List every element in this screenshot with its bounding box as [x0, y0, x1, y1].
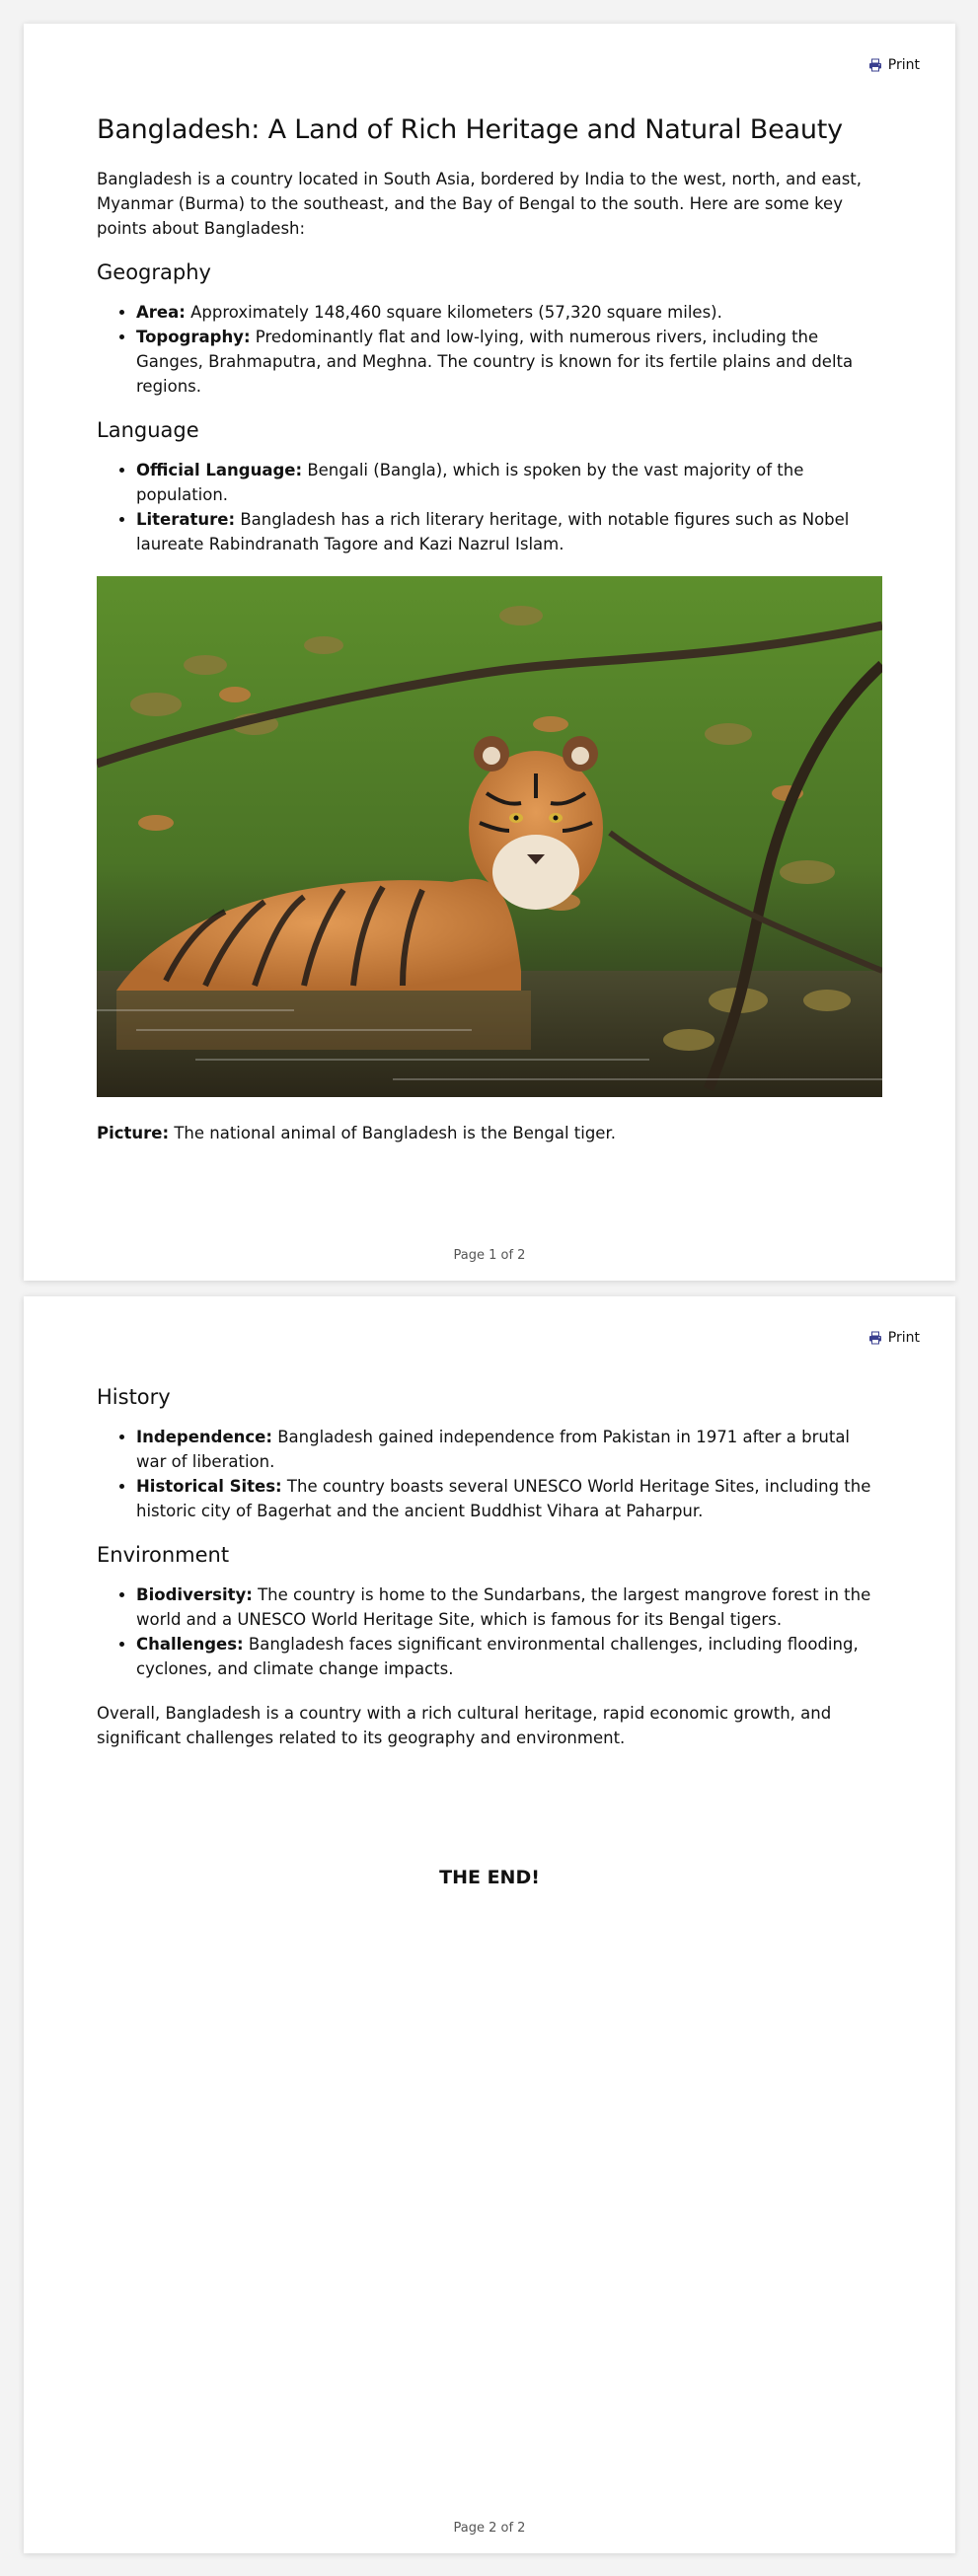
list-item-text: Bangladesh gained independence from Pakistan in 1971 after a brutal war of liberation. [136, 1428, 851, 1471]
printer-icon [868, 58, 882, 72]
list-item [136, 1632, 882, 1681]
page-number: Page 1 of 2 [453, 1248, 526, 1263]
document-page-1 [24, 24, 955, 1281]
list-item-term: Historical Sites: [136, 1477, 282, 1496]
list-item-term: Area: [136, 303, 186, 322]
list-item [136, 458, 882, 507]
picture-caption-text: The national animal of Bangladesh is the Bengal tiger. [169, 1124, 616, 1142]
list-item-term: Official Language: [136, 461, 303, 479]
language-heading: Language [97, 418, 199, 442]
list-item [136, 1582, 882, 1632]
the-end-text: THE END! [439, 1867, 540, 1888]
conclusion-paragraph: Overall, Bangladesh is a country with a rich cultural heritage, rapid economic growth, and significant challenges related to its geography and environment. [97, 1704, 832, 1747]
environment-list [97, 1582, 882, 1681]
list-item-text: Bangladesh has a rich literary heritage, with notable figures such as Nobel laureate Rabindranath Tagore and Kazi Nazrul Islam. [136, 510, 850, 553]
geography-heading: Geography [97, 260, 211, 284]
print-button[interactable] [868, 57, 920, 73]
print-button[interactable] [868, 1330, 920, 1346]
list-item-text: Bengali (Bangla), which is spoken by the vast majority of the population. [136, 461, 804, 504]
list-item-text: The country boasts several UNESCO World Heritage Sites, including the historic city of Bagerhat and the ancient Buddhist Vihara at Paharpur. [136, 1477, 871, 1520]
list-item [136, 507, 882, 556]
history-heading: History [97, 1385, 171, 1409]
page-number: Page 2 of 2 [453, 2521, 526, 2536]
list-item-term: Literature: [136, 510, 236, 529]
intro-paragraph: Bangladesh is a country located in South Asia, bordered by India to the west, north, and east, Myanmar (Burma) to the southeast, and the Bay of Bengal to the south. Here are some key points about Bangladesh: [97, 170, 863, 238]
bengal-tiger-photo [97, 576, 882, 1097]
list-item-term: Challenges: [136, 1635, 244, 1654]
list-item-text: The country is home to the Sundarbans, the largest mangrove forest in the world and a UNESCO World Heritage Site, which is famous for its Bengal tigers. [136, 1585, 871, 1629]
print-label: Print [887, 57, 920, 73]
print-label: Print [887, 1330, 920, 1346]
list-item-term: Topography: [136, 328, 251, 346]
list-item-term: Independence: [136, 1428, 272, 1446]
picture-caption-term: Picture: [97, 1124, 170, 1142]
list-item [136, 325, 882, 399]
document-title: Bangladesh: A Land of Rich Heritage and Natural Beauty [97, 114, 843, 145]
list-item [136, 1425, 882, 1474]
list-item-term: Biodiversity: [136, 1585, 253, 1604]
history-list [97, 1425, 882, 1523]
picture-caption [97, 1121, 882, 1145]
list-item-text: Approximately 148,460 square kilometers (57,320 square miles). [185, 303, 722, 322]
document-page-2 [24, 1296, 955, 2553]
environment-heading: Environment [97, 1543, 230, 1567]
printer-icon [868, 1331, 882, 1345]
list-item [136, 300, 882, 325]
list-item-text: Predominantly flat and low-lying, with numerous rivers, including the Ganges, Brahmaputra, and Meghna. The country is known for its fertile plains and delta regions. [136, 328, 854, 396]
geography-list [97, 300, 882, 399]
language-list [97, 458, 882, 556]
list-item [136, 1474, 882, 1523]
list-item-text: Bangladesh faces significant environmental challenges, including flooding, cyclones, and climate change impacts. [136, 1635, 859, 1678]
